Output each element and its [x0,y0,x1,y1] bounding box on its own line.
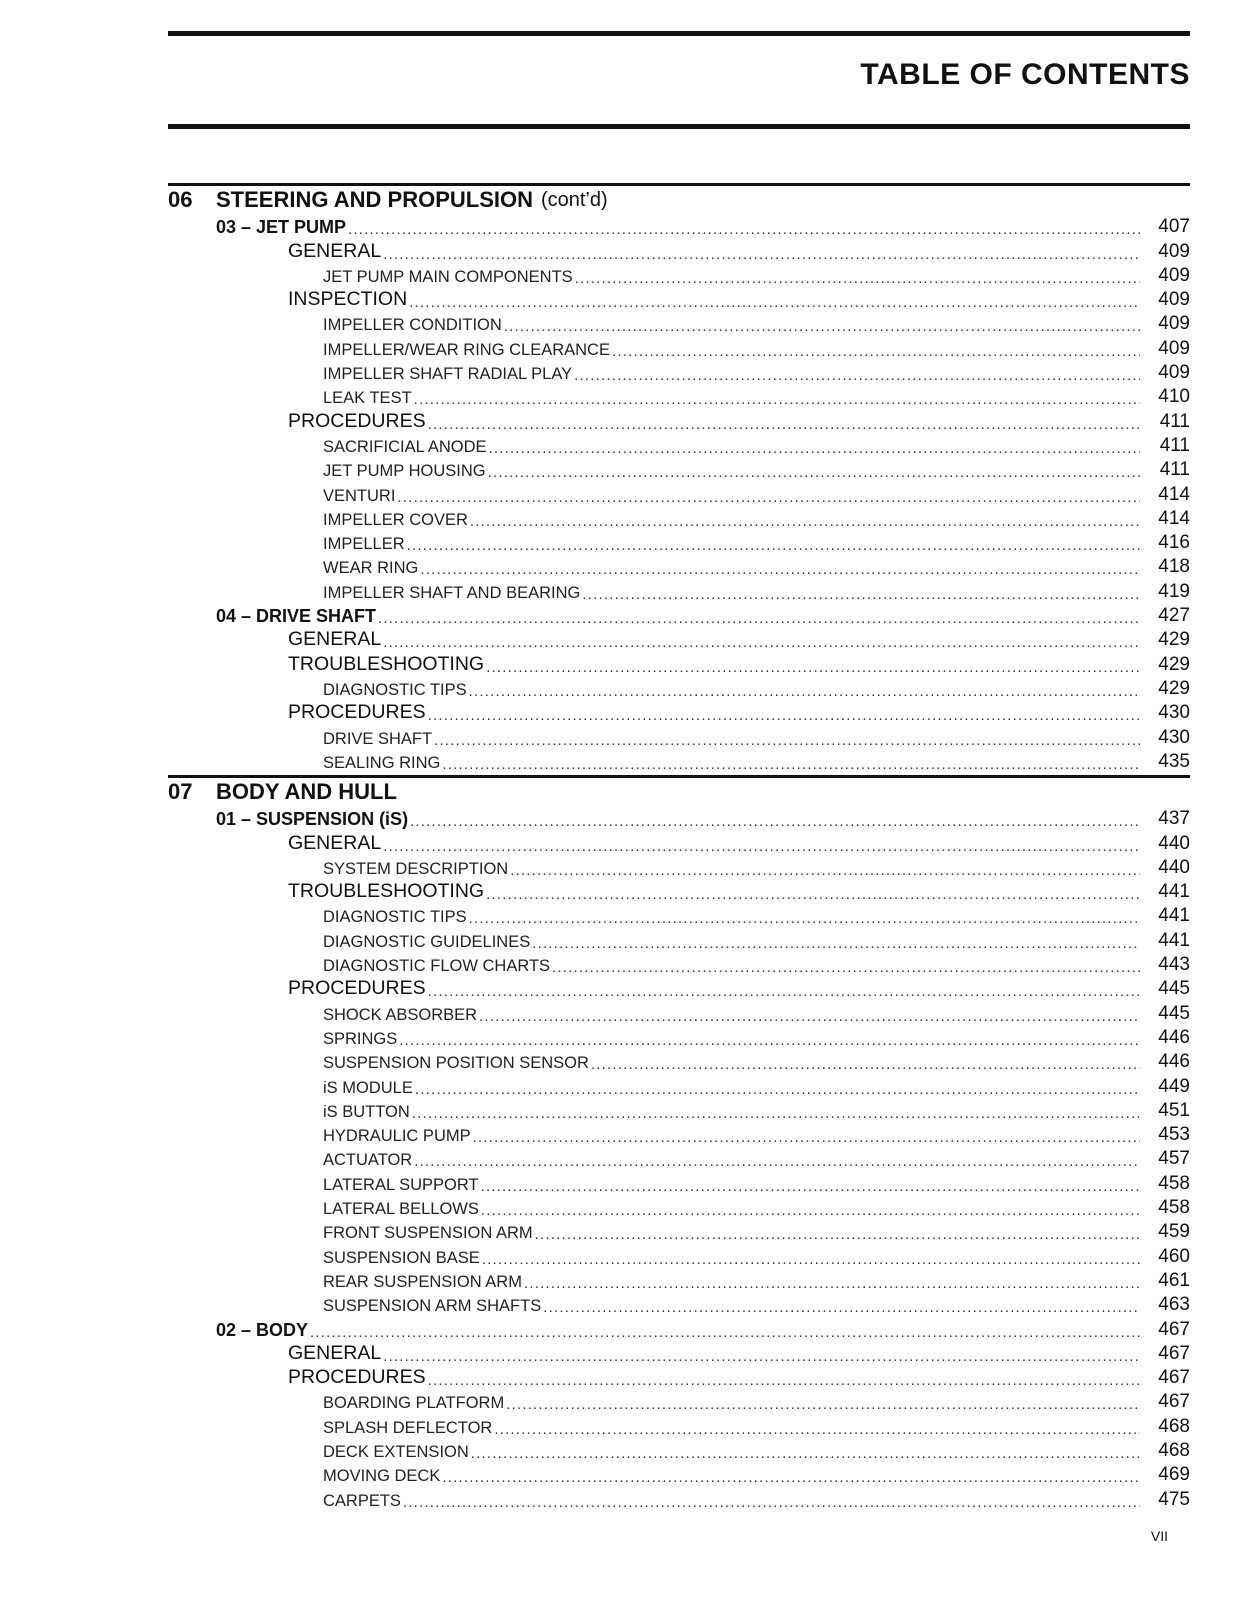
toc-entry-page: 409 [1158,264,1190,286]
toc-entry[interactable] [168,927,1190,951]
toc-entry[interactable] [168,263,1190,287]
dot-leader [442,756,1140,773]
toc-entry[interactable] [168,806,1190,830]
toc-entry-page: 446 [1158,1051,1190,1073]
dot-leader [486,659,1140,676]
toc-entry[interactable] [168,1000,1190,1024]
dot-leader [486,886,1140,903]
toc-entry[interactable] [168,1098,1190,1122]
toc-entry-page: 409 [1158,313,1190,335]
dot-leader [591,1056,1140,1073]
toc-entry-label: PROCEDURES [288,977,426,1000]
toc-entry[interactable] [168,1341,1190,1365]
dot-leader [488,464,1140,481]
toc-entry-page: 467 [1158,1367,1190,1389]
toc-entry[interactable] [168,952,1190,976]
toc-entry-page: 418 [1158,556,1190,578]
toc-entry[interactable] [168,749,1190,773]
dot-leader [414,1153,1140,1170]
toc-entry[interactable] [168,603,1190,627]
toc-entry-page: 453 [1158,1124,1190,1146]
toc-entry-page: 457 [1158,1148,1190,1170]
toc-entry-label: BOARDING PLATFORM [323,1394,505,1413]
section-heading [168,186,1190,214]
toc-entry-page: 429 [1158,629,1190,651]
toc-entry-page: 475 [1158,1488,1190,1510]
toc-entry[interactable] [168,238,1190,262]
toc-entry[interactable] [168,311,1190,335]
toc-entry-page: 429 [1158,677,1190,699]
dot-leader [471,1445,1140,1462]
toc-entry-label: SUSPENSION POSITION SENSOR [323,1054,589,1073]
toc-entry-page: 409 [1158,337,1190,359]
toc-entry-label: ACTUATOR [323,1151,413,1170]
toc-entry-label: 04 – DRIVE SHAFT [216,606,377,627]
toc-entry-page: 443 [1158,954,1190,976]
toc-entry[interactable] [168,1146,1190,1170]
toc-entry-page: 411 [1159,434,1190,456]
toc-entry[interactable] [168,1122,1190,1146]
toc-entry-page: 430 [1158,726,1190,748]
toc-entry-page: 410 [1158,386,1190,408]
page-number: VII [1150,1528,1168,1544]
toc-entry-page: 446 [1158,1026,1190,1048]
toc-entry[interactable] [168,287,1190,311]
toc-entry-label: 01 – SUSPENSION (iS) [216,809,409,830]
toc-entry[interactable] [168,408,1190,432]
toc-entry-label: LEAK TEST [323,389,412,408]
toc-entry[interactable] [168,1389,1190,1413]
toc-entry-page: 407 [1158,216,1190,238]
toc-entry-label: VENTURI [323,486,396,505]
toc-entry-page: 411 [1159,459,1190,481]
toc-entry-page: 458 [1158,1197,1190,1219]
toc-entry-label: INSPECTION [288,288,408,311]
section-heading [168,778,1190,806]
dot-leader [489,440,1140,457]
toc-entry-label: DIAGNOSTIC FLOW CHARTS [323,957,551,976]
toc-entry-page: 460 [1158,1245,1190,1267]
dot-leader [348,221,1140,238]
dot-leader [469,910,1140,927]
header-bottom-rule [168,124,1190,129]
dot-leader [504,318,1140,335]
toc-entry-label: iS MODULE [323,1078,413,1097]
toc-entry-label: SEALING RING [323,753,441,772]
toc-entry-label: FRONT SUSPENSION ARM [323,1224,533,1243]
toc-entry-label: LATERAL BELLOWS [323,1200,479,1219]
dot-leader [434,732,1140,749]
dot-leader [310,1324,1140,1341]
toc-entry[interactable] [168,903,1190,927]
toc-entry-label: JET PUMP HOUSING [323,462,486,481]
dot-leader [479,1008,1140,1025]
toc-entry[interactable] [168,1413,1190,1437]
toc-entry-page: 449 [1158,1075,1190,1097]
dot-leader [481,1178,1140,1195]
toc-entry-label: IMPELLER [323,535,405,554]
dot-leader [407,537,1140,554]
toc-entry[interactable] [168,830,1190,854]
dot-leader [552,959,1140,976]
toc-entry[interactable] [168,1025,1190,1049]
toc-entry-label: IMPELLER SHAFT RADIAL PLAY [323,365,573,384]
toc-entry-label: REAR SUSPENSION ARM [323,1272,522,1291]
toc-entry-page: 441 [1158,905,1190,927]
toc-entry[interactable] [168,879,1190,903]
section-number: 06 [168,187,193,212]
page-title: TABLE OF CONTENTS [860,58,1190,91]
dot-leader [397,489,1140,506]
toc-entry[interactable] [168,1462,1190,1486]
dot-leader [612,343,1140,360]
dot-leader [414,391,1140,408]
toc-entry-label: GENERAL [288,831,382,854]
section-title: BODY AND HULL [216,779,397,804]
toc-entry[interactable] [168,1268,1190,1292]
toc-entry-page: 461 [1158,1269,1190,1291]
toc-entry-label: DIAGNOSTIC GUIDELINES [323,932,531,951]
dot-leader [510,862,1140,879]
toc-entry-page: 468 [1158,1440,1190,1462]
toc-entry[interactable] [168,1195,1190,1219]
dot-leader [383,634,1140,651]
toc-entry-label: WEAR RING [323,559,419,578]
toc-entry-label: PROCEDURES [288,1366,426,1389]
toc-entry-page: 409 [1158,289,1190,311]
toc-entry-label: TROUBLESHOOTING [288,652,485,675]
toc-entry-page: 409 [1158,240,1190,262]
toc-entry-label: SACRIFICIAL ANODE [323,437,487,456]
toc-entry-page: 440 [1158,856,1190,878]
section-title: STEERING AND PROPULSION [216,187,533,212]
toc-entry[interactable] [168,1073,1190,1097]
top-rule [168,31,1190,36]
toc-entry[interactable] [168,530,1190,554]
dot-leader [482,1251,1140,1268]
toc-entry-page: 441 [1158,881,1190,903]
toc-entry-page: 459 [1158,1221,1190,1243]
toc-entry[interactable] [168,214,1190,238]
toc-entry[interactable] [168,1170,1190,1194]
toc-entry-label: 02 – BODY [216,1319,309,1340]
toc-entry[interactable] [168,700,1190,724]
dot-leader [428,707,1140,724]
toc-entry-label: GENERAL [288,239,382,262]
toc-entry-label: SUSPENSION BASE [323,1248,480,1267]
toc-entry-page: 427 [1158,605,1190,627]
toc-entry-page: 445 [1158,978,1190,1000]
dot-leader [383,1348,1140,1365]
toc-entry[interactable] [168,724,1190,748]
toc-entry-label: SUSPENSION ARM SHAFTS [323,1297,542,1316]
toc-entry-label: IMPELLER COVER [323,510,468,529]
toc-entry-label: PROCEDURES [288,409,426,432]
toc-entry-label: DRIVE SHAFT [323,729,433,748]
dot-leader [420,561,1140,578]
dot-leader [442,1469,1140,1486]
toc-entry-page: 416 [1158,532,1190,554]
toc-entry-page: 467 [1158,1318,1190,1340]
toc-entry[interactable] [168,676,1190,700]
toc-entry[interactable] [168,1365,1190,1389]
toc-entry[interactable] [168,1316,1190,1340]
toc-entry-label: JET PUMP MAIN COMPONENTS [323,267,573,286]
toc-entry-label: DECK EXTENSION [323,1443,469,1462]
dot-leader [543,1299,1140,1316]
toc-entry-label: PROCEDURES [288,701,426,724]
dot-leader [415,1081,1140,1098]
toc-entry[interactable] [168,627,1190,651]
toc-entry-page: 458 [1158,1172,1190,1194]
toc-entry-label: IMPELLER/WEAR RING CLEARANCE [323,340,610,359]
section-number: 07 [168,779,193,804]
dot-leader [469,683,1140,700]
toc-entry[interactable] [168,578,1190,602]
dot-leader [428,1372,1140,1389]
dot-leader [582,586,1140,603]
toc-entry-label: 03 – JET PUMP [216,217,347,238]
dot-leader [470,513,1140,530]
toc-entry-page: 430 [1158,702,1190,724]
toc-entry-page: 429 [1158,653,1190,675]
toc-entry[interactable] [168,335,1190,359]
toc-entry-page: 451 [1158,1099,1190,1121]
toc-entry-label: DIAGNOSTIC TIPS [323,908,467,927]
toc-entry-label: SPRINGS [323,1029,398,1048]
dot-leader [535,1226,1140,1243]
toc-entry[interactable] [168,855,1190,879]
toc-entry[interactable] [168,1438,1190,1462]
toc-entry[interactable] [168,1486,1190,1510]
toc-entry-page: 441 [1158,929,1190,951]
toc-entry-page: 419 [1158,580,1190,602]
dot-leader [473,1129,1140,1146]
toc-entry[interactable] [168,433,1190,457]
dot-leader [409,294,1140,311]
toc-entry-label: CARPETS [323,1491,401,1510]
toc-entry-label: MOVING DECK [323,1467,441,1486]
toc-entry-label: IMPELLER CONDITION [323,316,502,335]
dot-leader [378,610,1140,627]
toc-entry-page: 409 [1158,362,1190,384]
toc-entry-label: HYDRAULIC PUMP [323,1127,471,1146]
dot-leader [524,1275,1140,1292]
toc-entry-label: GENERAL [288,1341,382,1364]
toc-entry[interactable] [168,481,1190,505]
dot-leader [383,838,1140,855]
dot-leader [494,1421,1140,1438]
toc-entry-label: LATERAL SUPPORT [323,1175,479,1194]
toc-entry-page: 469 [1158,1464,1190,1486]
dot-leader [399,1032,1140,1049]
dot-leader [383,246,1140,263]
section-06 [168,183,1190,773]
toc-entry-page: 467 [1158,1342,1190,1364]
dot-leader [410,813,1140,830]
toc-entry-label: IMPELLER SHAFT AND BEARING [323,583,581,602]
toc-entry-page: 445 [1158,1002,1190,1024]
toc-entry-label: TROUBLESHOOTING [288,880,485,903]
toc-entry-page: 411 [1159,410,1190,432]
dot-leader [403,1494,1140,1511]
dot-leader [575,270,1140,287]
toc-entry-page: 463 [1158,1294,1190,1316]
toc-entry-label: DIAGNOSTIC TIPS [323,680,467,699]
toc-entry-page: 435 [1158,750,1190,772]
toc-entry[interactable] [168,384,1190,408]
dot-leader [574,367,1140,384]
toc-entry-label: iS BUTTON [323,1102,410,1121]
toc-entries [168,214,1190,773]
toc-entry[interactable] [168,1049,1190,1073]
toc-entry-page: 440 [1158,832,1190,854]
toc-entry[interactable] [168,1292,1190,1316]
toc-entry[interactable] [168,1219,1190,1243]
dot-leader [506,1396,1140,1413]
section-continued-note: (cont’d) [541,188,608,211]
dot-leader [428,983,1140,1000]
toc-entry-label: SPLASH DEFLECTOR [323,1418,493,1437]
toc-entry-page: 414 [1158,483,1190,505]
toc-entry[interactable] [168,976,1190,1000]
toc-entry-label: GENERAL [288,628,382,651]
toc-entry-label: SYSTEM DESCRIPTION [323,859,509,878]
toc-entry[interactable] [168,457,1190,481]
toc-entry[interactable] [168,1243,1190,1267]
toc-entry[interactable] [168,554,1190,578]
toc-entry-page: 437 [1158,808,1190,830]
section-07 [168,775,1190,1511]
dot-leader [481,1202,1140,1219]
toc-entry-page: 467 [1158,1391,1190,1413]
toc-entry[interactable] [168,651,1190,675]
toc-entry-page: 468 [1158,1415,1190,1437]
toc-entry[interactable] [168,360,1190,384]
toc-entry[interactable] [168,506,1190,530]
toc-entry-page: 414 [1158,507,1190,529]
dot-leader [412,1105,1140,1122]
dot-leader [428,416,1140,433]
dot-leader [532,935,1140,952]
toc-entry-label: SHOCK ABSORBER [323,1005,478,1024]
toc-entries [168,806,1190,1511]
